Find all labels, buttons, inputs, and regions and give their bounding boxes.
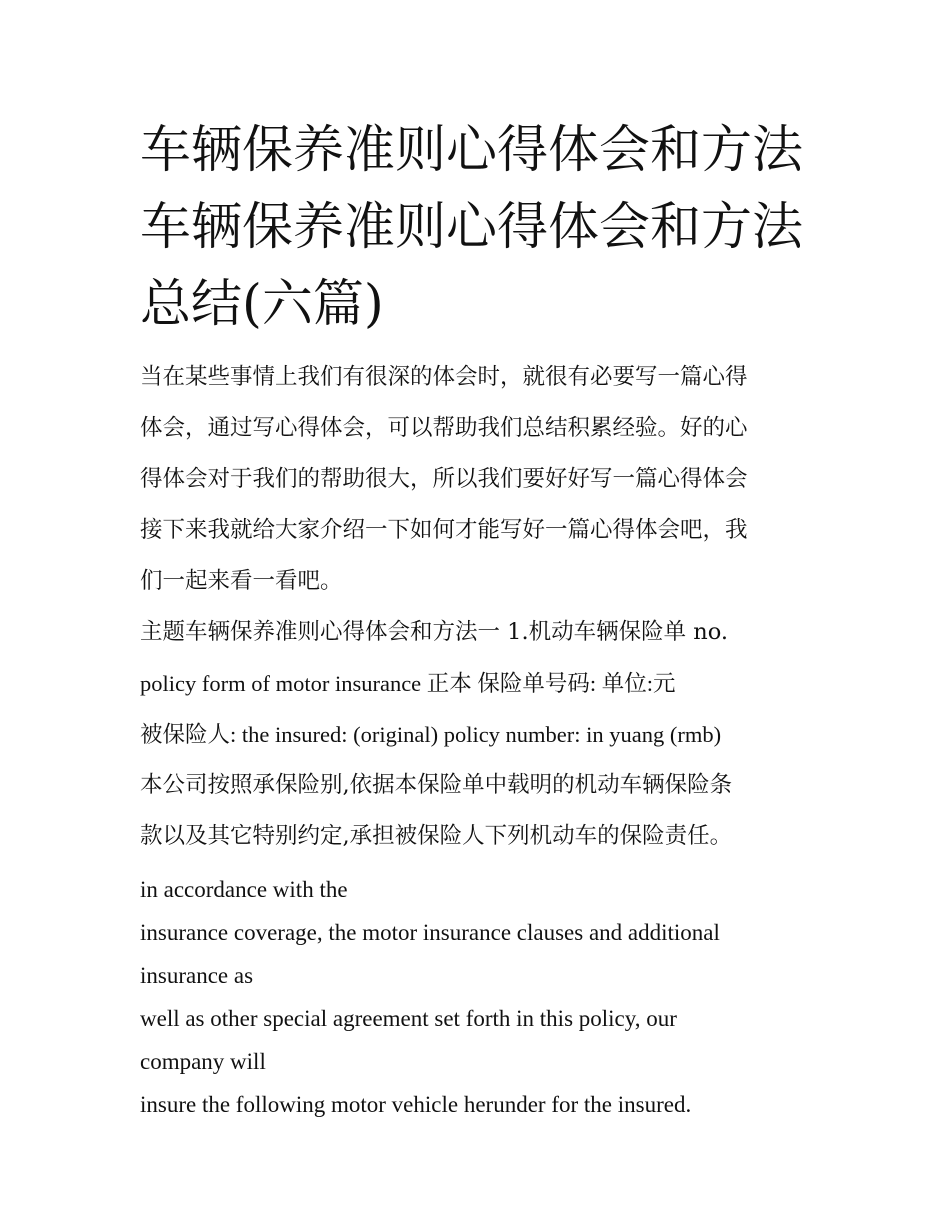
intro-line: 们一起来看一看吧。 [140,568,343,594]
english-line: company will [140,1049,266,1074]
section-line: policy form of motor insurance 正本 保险单号码: 单位:元 [140,671,676,696]
english-line: in accordance with the [140,877,348,902]
english-line: insurance as [140,963,254,988]
intro-paragraph [140,352,820,607]
section-line: 主题车辆保养准则心得体会和方法一 1.机动车辆保险单 no. [140,619,729,645]
section-line: 款以及其它特别约定,承担被保险人下列机动车的保险责任。 [140,823,733,849]
document-title [140,112,820,343]
title-line: 车辆保养准则心得体会和方法 [140,198,804,257]
english-line: insurance coverage, the motor insurance clauses and additional [140,920,720,945]
english-line: well as other special agreement set forth in this policy, our [140,1006,677,1031]
intro-line: 得体会对于我们的帮助很大，所以我们要好好写一篇心得体会 [140,466,748,492]
document-page [140,112,820,1126]
title-line: 车辆保养准则心得体会和方法 [140,121,804,180]
intro-line: 接下来我就给大家介绍一下如何才能写好一篇心得体会吧，我 [140,517,748,543]
section-line: 本公司按照承保险别,依据本保险单中载明的机动车辆保险条 [140,772,733,798]
intro-line: 当在某些事情上我们有很深的体会时，就很有必要写一篇心得 [140,364,748,390]
title-line: 总结(六篇) [140,275,384,334]
policy-section [140,607,820,862]
english-clause [140,868,820,1126]
english-line: insure the following motor vehicle herunder for the insured. [140,1092,692,1117]
section-line: 被保险人: the insured: (original) policy number: in yuang (rmb) [140,722,722,747]
intro-line: 体会，通过写心得体会，可以帮助我们总结积累经验。好的心 [140,415,748,441]
